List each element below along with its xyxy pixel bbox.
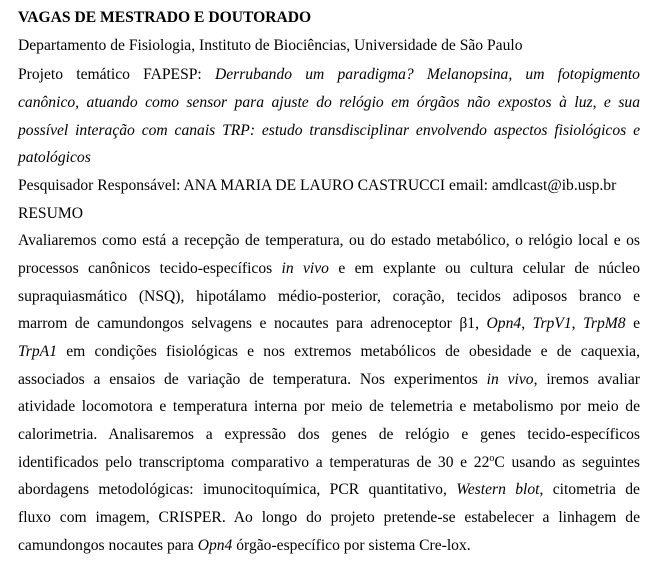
summary-line-5: TrpA1 em condições fisiológicas e nos extremos metabólicos de obesidade e de caquexia, — [18, 343, 640, 360]
project-title-part-1: Derrubando um paradigma? Melanopsina, um fotopigmento — [214, 66, 640, 83]
page-heading: VAGAS DE MESTRADO E DOUTORADO — [18, 9, 312, 26]
researcher-email: amdlcast@ib.usp.br — [491, 177, 617, 194]
project-line-1 — [18, 66, 640, 84]
degree-sign: o — [489, 453, 495, 464]
project-line-3 — [18, 122, 640, 140]
summary-heading: RESUMO — [18, 205, 83, 222]
project-line-4 — [18, 149, 640, 167]
summary-line-8: calorimetria. Analisaremos a expressão dos genes de relógio e genes tecido-específicos — [18, 426, 640, 443]
department-line: Departamento de Fisiologia, Instituto de Biociências, Universidade de São Paulo — [18, 37, 523, 54]
summary-line-4: marrom de camundongos selvagens e nocautes para adrenoceptor β1, Opn4, TrpV1, TrpM8 e — [18, 315, 641, 332]
summary-line-6: associados a ensaios de variação de temperatura. Nos experimentos in vivo, iremos avaliar — [18, 371, 640, 388]
project-title-part-4: patológicos — [18, 149, 91, 166]
project-title-part-3: possível interação com canais TRP: estudo transdisciplinar envolvendo aspectos fisiológicos e — [18, 122, 640, 139]
project-title-part-2: canônico, atuando como sensor para ajuste do relógio em órgãos não expostos à luz, e sua — [18, 94, 640, 111]
researcher-name: ANA MARIA DE LAURO CASTRUCCI — [183, 177, 446, 194]
summary-line-1: Avaliaremos como está a recepção de temperatura, ou do estado metabólico, o relógio local e os — [18, 232, 640, 249]
summary-line-7: atividade locomotora e temperatura interna por meio de telemetria e metabolismo por meio de — [18, 398, 640, 415]
summary-line-9: identificados pelo transcriptoma comparativo a temperaturas de 30 e 22$^o$C usando as seguintes — [18, 453, 640, 471]
summary-line-3: supraquiasmático (NSQ), hipotálamo médio-posterior, coração, tecidos adiposos branco e — [18, 288, 640, 305]
summary-line-2: processos canônicos tecido-específicos in vivo e em explante ou cultura celular de núcleo — [18, 260, 641, 277]
project-label: Projeto temático FAPESP: — [18, 66, 215, 83]
summary-line-10: abordagens metodológicas: imunocitoquímica, PCR quantitativo, Western blot, citometria de — [18, 481, 640, 498]
summary-line-12: camundongos nocautes para Opn4 órgão-específico por sistema Cre-lox. — [18, 537, 471, 554]
researcher-label: Pesquisador Responsável: — [18, 177, 184, 194]
email-label: email: — [445, 177, 492, 194]
researcher-line — [18, 177, 640, 195]
project-line-2 — [18, 94, 640, 112]
summary-line-11: fluxo com imagem, CRISPER. Ao longo do projeto pretende-se estabelecer a linhagem de — [18, 509, 640, 526]
